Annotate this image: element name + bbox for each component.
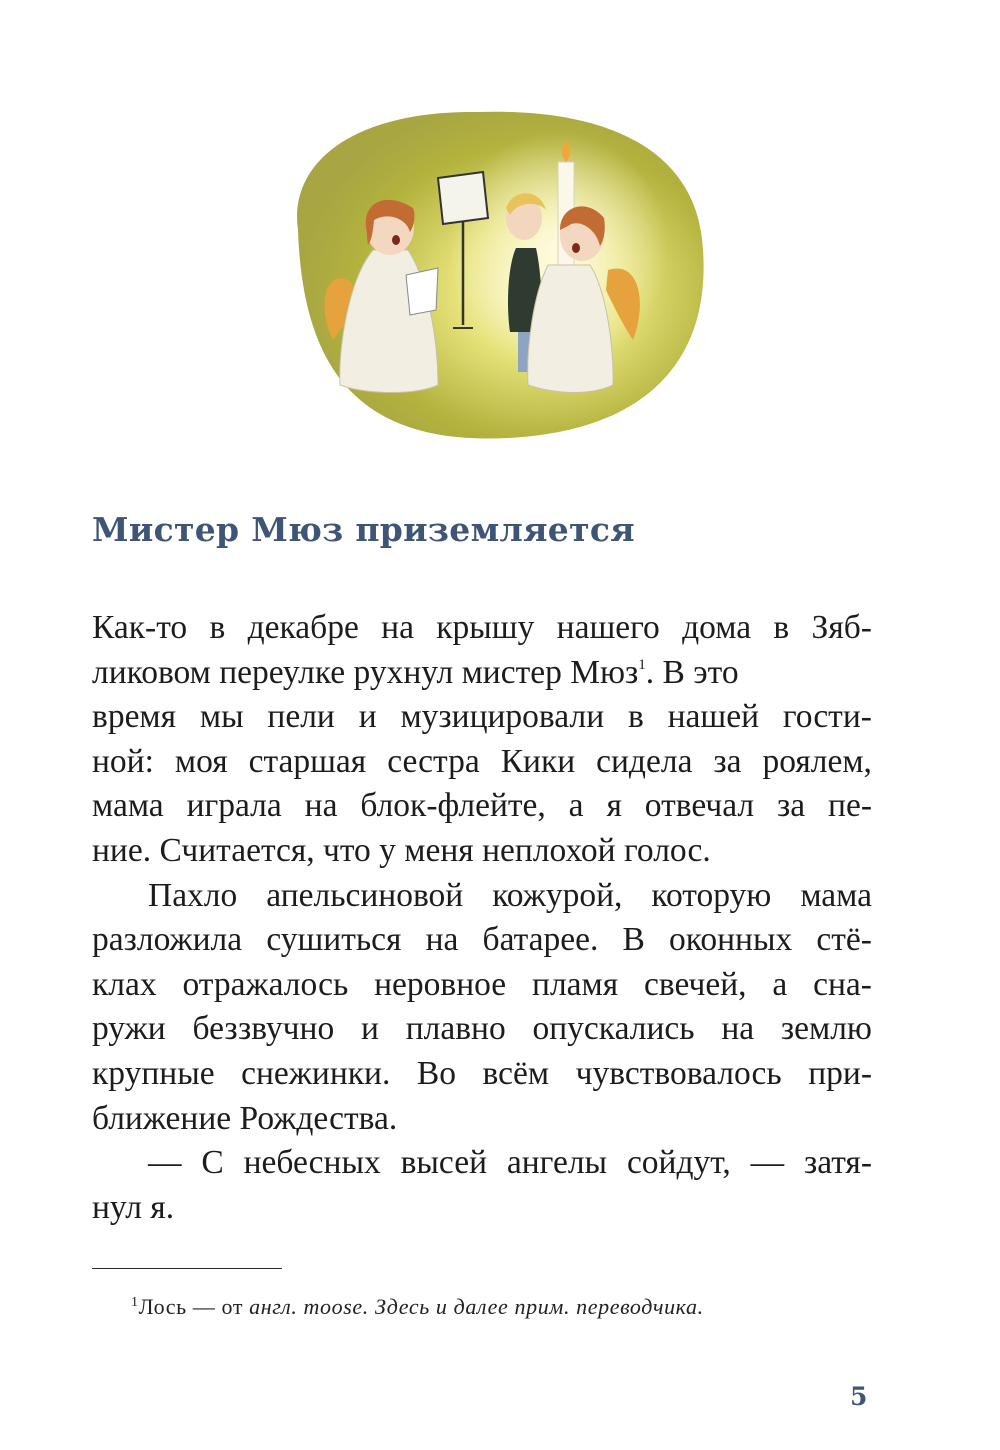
footnote-divider bbox=[92, 1268, 282, 1269]
chapter-body bbox=[92, 606, 872, 1230]
text-line: — С небесных высей ангелы сойдут, — затя- bbox=[148, 1144, 872, 1182]
footnote-marker: 1 bbox=[131, 1295, 139, 1310]
text-line: Пахло апельсиновой кожурой, которую мама bbox=[148, 876, 872, 914]
footnote-text-italic: англ. moose. Здесь и далее прим. переводчика. bbox=[249, 1294, 704, 1319]
text-line: ружи беззвучно и плавно опускались на землю bbox=[92, 1010, 872, 1048]
footnote bbox=[131, 1294, 704, 1320]
text-line: мама играла на блок-флейте, а я отвечал за пе- bbox=[92, 787, 872, 825]
text-line: крупные снежинки. Во всём чувствовалось при- bbox=[92, 1054, 872, 1092]
footnote-text: Лось — от bbox=[138, 1294, 250, 1319]
footnote-ref: 1 bbox=[638, 656, 646, 673]
angels-choir-illustration bbox=[278, 100, 708, 445]
chapter-title: Мистер Мюз приземляется bbox=[92, 510, 635, 549]
text-line: клах отражалось неровное пламя свечей, а сна- bbox=[92, 965, 872, 1003]
text-line: ближение Рождества. bbox=[92, 1099, 398, 1137]
page-number: 5 bbox=[850, 1382, 868, 1411]
text-line: время мы пели и музицировали в нашей гости- bbox=[92, 698, 872, 736]
text-line: ликовом переулке рухнул мистер Мюз$^1$. В это bbox=[92, 653, 739, 691]
text-line: Как-то в декабре на крышу нашего дома в Зяб- bbox=[92, 609, 872, 646]
text-line: ние. Считается, что у меня неплохой голос. bbox=[92, 831, 711, 869]
text-line: нул я. bbox=[92, 1188, 175, 1226]
text-line: ной: моя старшая сестра Кики сидела за роялем, bbox=[92, 742, 872, 780]
text-line: разложила сушиться на батарее. В оконных стё- bbox=[92, 921, 872, 959]
